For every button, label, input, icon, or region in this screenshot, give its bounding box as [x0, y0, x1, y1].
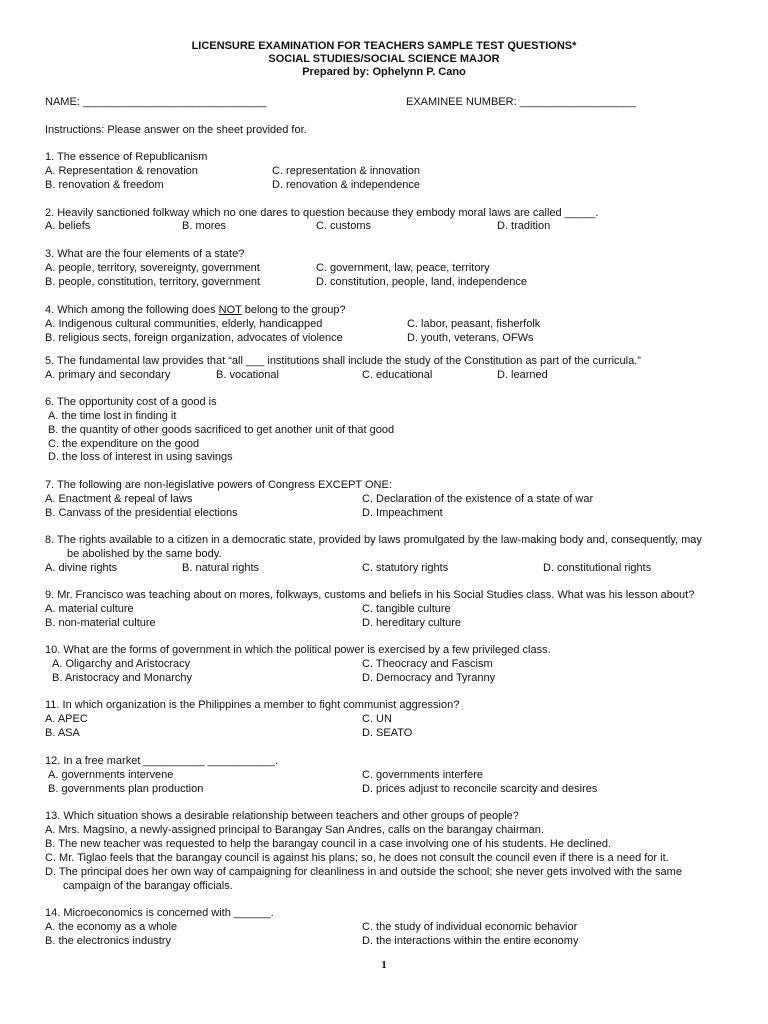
q3-option-d: D. constitution, people, land, independence	[316, 276, 527, 288]
q8-option-b: B. natural rights	[182, 562, 260, 574]
q5-option-d: D. learned	[497, 369, 548, 381]
q2-stem: 2. Heavily sanctioned folkway which no one dares to question because they embody moral laws are called _____.	[45, 207, 599, 219]
name-row	[0, 95, 768, 109]
not-emphasis: NOT	[218, 304, 242, 316]
q13-option-d: D. The principal does her own way of campaigning for cleanliness in and outside the school; she never gets involved with the same	[45, 866, 682, 878]
page-number: 1	[381, 959, 387, 971]
q3-option-a: A. people, territory, sovereignty, government	[45, 262, 260, 274]
instructions: Instructions: Please answer on the sheet provided for.	[45, 124, 307, 136]
q8-option-a: A. divine rights	[45, 562, 118, 574]
q14-option-d: D. the interactions within the entire economy	[362, 935, 579, 947]
q2-option-d: D. tradition	[497, 220, 551, 232]
q3-option-c: C. government, law, peace, territory	[316, 262, 490, 274]
q5-option-c: C. educational	[362, 369, 433, 381]
instructions-row	[0, 123, 768, 137]
q9-stem: 9. Mr. Francisco was teaching about on mores, folkways, customs and beliefs in his Social Studies class. What was his lesson about?	[45, 589, 695, 601]
q4-stem: 4. Which among the following does NOT belong to the group?	[45, 304, 346, 316]
q6-option-b: B. the quantity of other goods sacrificed to get another unit of that good	[48, 424, 395, 436]
q13-option-a: A. Mrs. Magsino, a newly-assigned principal to Barangay San Andres, calls on the barangay chairman.	[45, 824, 544, 836]
q9-option-a: A. material culture	[45, 603, 134, 615]
q6-option-c: C. the expenditure on the good	[48, 438, 200, 450]
q7-option-a: A. Enactment & repeal of laws	[45, 493, 193, 505]
q10-option-d: D. Democracy and Tyranny	[362, 672, 496, 684]
q8-stem: 8. The rights available to a citizen in a democratic state, provided by laws promulgated by the law-making body and, consequently, may	[45, 534, 702, 546]
q11-option-a: A. APEC	[45, 713, 88, 725]
q14-option-c: C. the study of individual economic behavior	[362, 921, 578, 933]
q10-option-c: C. Theocracy and Fascism	[362, 658, 493, 670]
q5-option-b: B. vocational	[216, 369, 279, 381]
document-header	[0, 40, 768, 79]
q13-option-d-cont: campaign of the barangay officials.	[63, 880, 233, 892]
exam-author: Prepared by: Ophelynn P. Cano	[302, 66, 466, 78]
name-field: NAME: ______________________________	[45, 96, 267, 108]
q13-option-c: C. Mr. Tiglao feels that the barangay council is against his plans; so, he does not consult the council even if there is a need for it.	[45, 852, 669, 864]
q3-stem: 3. What are the four elements of a state?	[45, 248, 245, 260]
q6-stem: 6. The opportunity cost of a good is	[45, 396, 217, 408]
q11-option-c: C. UN	[362, 713, 392, 725]
q4-option-d: D. youth, veterans, OFWs	[407, 332, 534, 344]
q12-option-a: A. governments intervene	[48, 769, 174, 781]
q12-option-c: C. governments interfere	[362, 769, 484, 781]
q11-option-d: D. SEATO	[362, 727, 413, 739]
q4-option-c: C. labor, peasant, fisherfolk	[407, 318, 541, 330]
q2-option-b: B. mores	[182, 220, 227, 232]
q14-stem: 14. Microeconomics is concerned with ______.	[45, 907, 274, 919]
q6-option-a: A. the time lost in finding it	[48, 410, 177, 422]
q4-option-a: A. Indigenous cultural communities, elderly, handicapped	[45, 318, 323, 330]
exam-subtitle: SOCIAL STUDIES/SOCIAL SCIENCE MAJOR	[268, 53, 500, 65]
q11-option-b: B. ASA	[45, 727, 80, 739]
q8-stem-cont: be abolished by the same body.	[67, 548, 222, 560]
q1-option-c: C. representation & innovation	[272, 165, 420, 177]
q14-option-b: B. the electronics industry	[45, 935, 171, 947]
q4-option-b: B. religious sects, foreign organization, advocates of violence	[45, 332, 343, 344]
q6-option-d: D. the loss of interest in using savings	[48, 451, 233, 463]
q1-stem: 1. The essence of Republicanism	[45, 151, 208, 163]
q3-option-b: B. people, constitution, territory, government	[45, 276, 261, 288]
q9-option-d: D. hereditary culture	[362, 617, 462, 629]
q9-option-c: C. tangible culture	[362, 603, 451, 615]
q13-option-b: B. The new teacher was requested to help the barangay council in a case involving one of his students. He declined.	[45, 838, 612, 850]
q12-stem: 12. In a free market __________ ___________.	[45, 755, 279, 767]
q14-option-a: A. the economy as a whole	[45, 921, 178, 933]
q1-option-a: A. Representation & renovation	[45, 165, 198, 177]
q10-stem: 10. What are the forms of government in which the political power is exercised by a few privileged class.	[45, 644, 551, 656]
q11-stem: 11. In which organization is the Philippines a member to fight communist aggression?	[45, 699, 460, 711]
q1-option-b: B. renovation & freedom	[45, 179, 164, 191]
q7-option-c: C. Declaration of the existence of a state of war	[362, 493, 594, 505]
examinee-number-field: EXAMINEE NUMBER: ___________________	[406, 96, 636, 108]
q7-stem: 7. The following are non-legislative powers of Congress EXCEPT ONE:	[45, 479, 392, 491]
q8-option-d: D. constitutional rights	[543, 562, 652, 574]
q12-option-d: D. prices adjust to reconcile scarcity and desires	[362, 783, 598, 795]
q10-option-a: A. Oligarchy and Aristocracy	[52, 658, 191, 670]
q5-option-a: A. primary and secondary	[45, 369, 171, 381]
q7-option-d: D. Impeachment	[362, 507, 443, 519]
q1-option-d: D. renovation & independence	[272, 179, 420, 191]
q9-option-b: B. non-material culture	[45, 617, 156, 629]
q2-option-c: C. customs	[316, 220, 372, 232]
q10-option-b: B. Aristocracy and Monarchy	[52, 672, 193, 684]
q13-stem: 13. Which situation shows a desirable relationship between teachers and other groups of people?	[45, 810, 519, 822]
q2-option-a: A. beliefs	[45, 220, 91, 232]
q8-option-c: C. statutory rights	[362, 562, 449, 574]
q5-stem: 5. The fundamental law provides that “all ___ institutions shall include the study of the Constitution as part of the curricula.”	[45, 355, 641, 367]
q12-option-b: B. governments plan production	[48, 783, 204, 795]
q7-option-b: B. Canvass of the presidential elections	[45, 507, 238, 519]
exam-title: LICENSURE EXAMINATION FOR TEACHERS SAMPLE TEST QUESTIONS*	[191, 40, 577, 52]
